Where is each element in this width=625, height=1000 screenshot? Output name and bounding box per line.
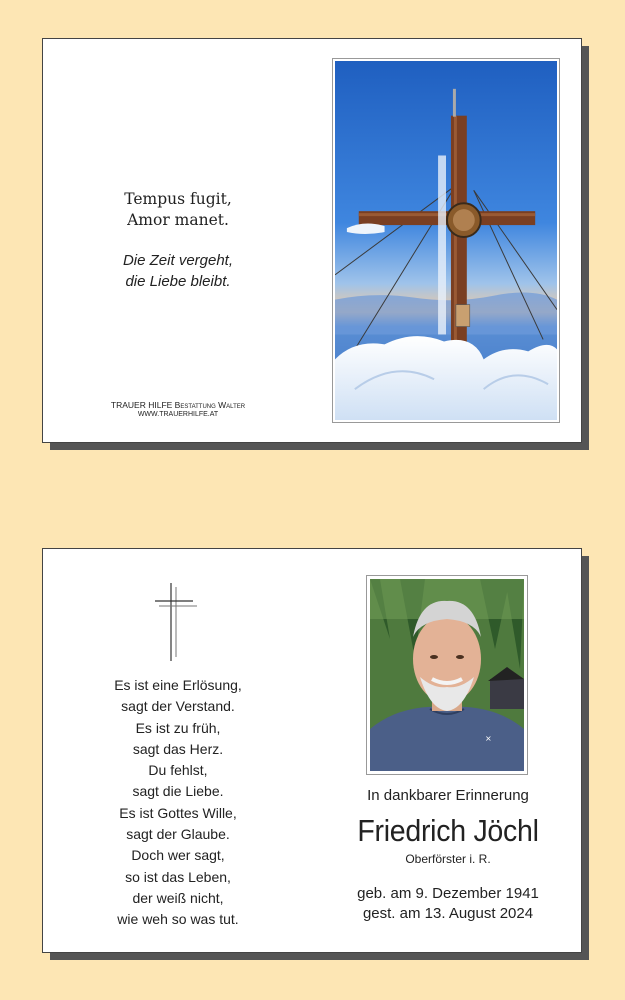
poem-line: Du fehlst, (148, 762, 208, 779)
portrait-image (370, 579, 524, 771)
latin-quote (43, 189, 313, 231)
poem-line: der weiß nicht, (132, 889, 224, 906)
latin-line-2: Amor manet. (127, 211, 229, 229)
portrait-photo (366, 575, 528, 775)
poem-line: Es ist zu früh, (135, 719, 221, 736)
latin-line-1: Tempus fugit, (124, 190, 232, 208)
german-line-1: Die Zeit vergeht, (122, 252, 234, 269)
birth-date: geb. am 9. Dezember 1941 (357, 885, 539, 902)
poem-line: sagt der Verstand. (121, 698, 235, 715)
publisher-imprint (83, 400, 273, 420)
summit-cross-image (335, 61, 557, 420)
summit-cross-photo (332, 58, 560, 423)
poem-line: sagt das Herz. (132, 740, 224, 757)
life-dates (313, 884, 583, 924)
poem-line: Es ist eine Erlösung, (114, 677, 242, 693)
german-quote (43, 250, 313, 292)
poem-line: sagt der Glaube. (126, 826, 230, 843)
publisher-url: WWW.TRAUERHILFE.AT (137, 411, 219, 418)
deceased-title: Oberförster i. R. (405, 852, 491, 866)
inside-card (42, 548, 582, 953)
poem-line: sagt die Liebe. (132, 783, 224, 800)
german-line-2: die Liebe bleibt. (125, 273, 231, 290)
poem-line: Es ist Gottes Wille, (119, 804, 237, 821)
poem-line: wie weh so was tut. (117, 911, 239, 928)
front-card (42, 38, 582, 443)
poem-line: so ist das Leben, (125, 868, 231, 885)
deceased-name: Friedrich Jöchl (357, 813, 539, 848)
poem-line: Doch wer sagt, (131, 847, 225, 864)
publisher-name: TRAUER HILFE Bestattung Walter (110, 400, 246, 410)
death-date: gest. am 13. August 2024 (362, 905, 534, 922)
cross-icon (153, 581, 197, 661)
svg-text:⨯: ⨯ (485, 734, 492, 743)
memorial-heading: In dankbarer Erinnerung (367, 787, 529, 804)
memorial-poem (73, 675, 283, 931)
